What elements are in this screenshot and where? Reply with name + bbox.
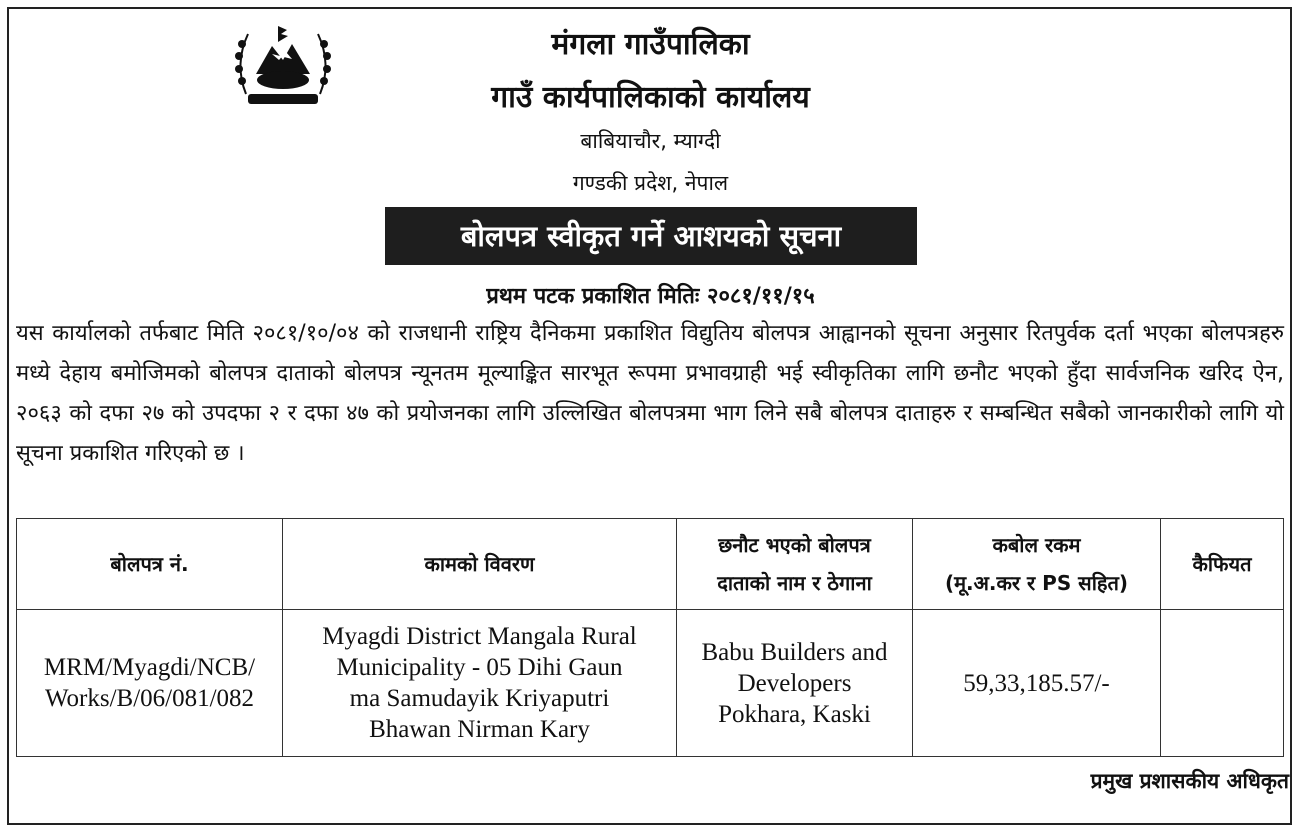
bidder-line1: Babu Builders and bbox=[701, 638, 888, 666]
header-amount-line2: (मू.अ.कर र PS सहित) bbox=[944, 571, 1129, 595]
header-bidder-line2: दाताको नाम र ठेगाना bbox=[717, 571, 872, 595]
header-amount bbox=[913, 519, 1161, 610]
cell-remarks bbox=[1161, 610, 1284, 757]
cell-bidder bbox=[677, 610, 913, 757]
desc-line1: Myagdi District Mangala Rural bbox=[322, 623, 637, 650]
bid-no-line1: MRM/Myagdi/NCB/ bbox=[43, 654, 256, 681]
signature: प्रमुख प्रशासकीय अधिकृत bbox=[1090, 769, 1289, 793]
header-amount-line1: कबोल रकम bbox=[992, 533, 1081, 557]
notice-body: यस कार्यालको तर्फबाट मिति २०८१/१०/०४ को राजधानी राष्ट्रिय दैनिकमा प्रकाशित विद्युतिय बोलपत्र आह्वानको सूचना अनुसार रितपुर्वक दर्ता भएका बोलपत्रहरु मध्ये देहाय बमोजिमको बोलपत्र दाताको बोलपत्र न्यूनतम मूल्याङ्कित सारभूत रूपमा प्रभावग्राही भई स्वीकृतिका लागि छनौट भएको हुँदा सार्वजनिक खरिद ऐन, २०६३ को दफा २७ को उपदफा २ र दफा ४७ को प्रयोजनका लागि उल्लिखित बोलपत्रमा भाग लिने सबै बोलपत्र दाताहरु र सम्बन्धित सबैको जानकारीको लागि यो सूचना प्रकाशित गरिएको छ । bbox=[16, 321, 1284, 466]
header-bid-no: बोलपत्र नं. bbox=[17, 519, 283, 610]
desc-line2: Municipality - 05 Dihi Gaun bbox=[336, 654, 623, 681]
office-title: गाउँ कार्यपालिकाको कार्यालय bbox=[491, 80, 810, 115]
desc-line4: Bhawan Nirman Kary bbox=[369, 716, 590, 743]
header-bidder-line1: छनौट भएको बोलपत्र bbox=[718, 533, 871, 557]
cell-description bbox=[283, 610, 677, 757]
published-date: प्रथम पटक प्रकाशित मितिः २०८१/११/१५ bbox=[486, 284, 815, 309]
bidder-line2: Developers bbox=[737, 669, 852, 697]
header-bidder bbox=[677, 519, 913, 610]
desc-line3: ma Samudayik Kriyaputri bbox=[349, 685, 610, 712]
header-remarks: कैफियत bbox=[1161, 519, 1284, 610]
cell-amount: 59,33,185.57/- bbox=[913, 610, 1161, 757]
address-line-1: बाबियाचौर, म्याग्दी bbox=[580, 129, 721, 153]
bid-table bbox=[16, 518, 1284, 757]
cell-bid-no bbox=[17, 610, 283, 757]
notice-heading: बोलपत्र स्वीकृत गर्ने आशयको सूचना bbox=[385, 207, 917, 265]
table-row bbox=[17, 610, 1284, 757]
bidder-line3: Pokhara, Kaski bbox=[718, 700, 871, 728]
header-description: कामको विवरण bbox=[283, 519, 677, 610]
address-line-2: गण्डकी प्रदेश, नेपाल bbox=[572, 171, 729, 195]
table-header-row bbox=[17, 519, 1284, 610]
office-name: मंगला गाउँपालिका bbox=[551, 27, 750, 62]
bid-no-line2: Works/B/06/081/082 bbox=[44, 685, 255, 712]
